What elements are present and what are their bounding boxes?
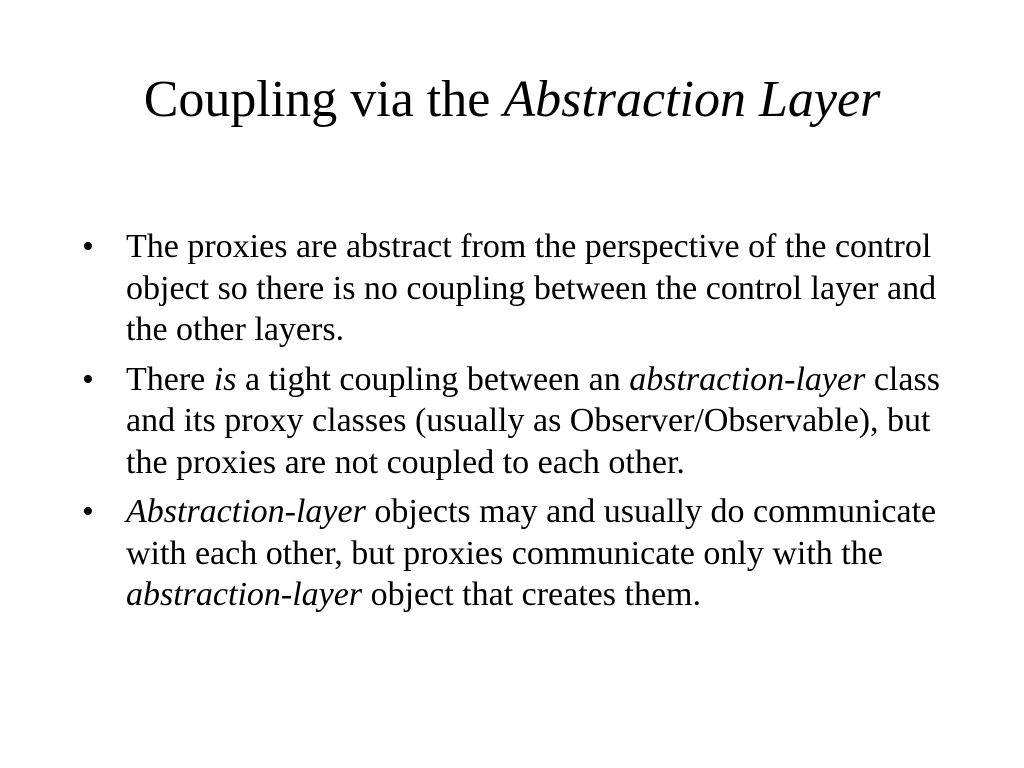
slide-title [60,66,964,134]
bullet-text: The proxies are abstract from the perspective of the control object so there is no coupling between the control layer and the other layers. [126,228,937,348]
title-italic-text: Abstraction Layer [503,71,881,128]
bullet-emphasis: Abstraction-layer [126,493,366,530]
bullet-marker: • [82,493,94,530]
bullet-list [82,226,942,624]
bullet-text: There [126,360,214,398]
bullet-text: class and its proxy classes (usually as Observer/Observable), but the proxies are not coupled to each other. [126,360,940,481]
bullet-item [82,226,942,351]
bullet-text: a tight coupling between an [236,360,630,398]
bullet-marker: • [82,360,94,398]
bullet-text: objects may and usually do communicate with each other, but proxies communicate only with the [126,493,937,572]
bullet-marker: • [82,228,94,265]
bullet-item [82,359,942,484]
title-text: Coupling via the [143,71,504,128]
bullet-emphasis: abstraction-layer [126,576,363,613]
bullet-emphasis: is [213,360,237,398]
bullet-item [82,491,942,616]
bullet-text: object that creates them. [362,576,701,613]
bullet-emphasis: abstraction-layer [629,360,866,398]
